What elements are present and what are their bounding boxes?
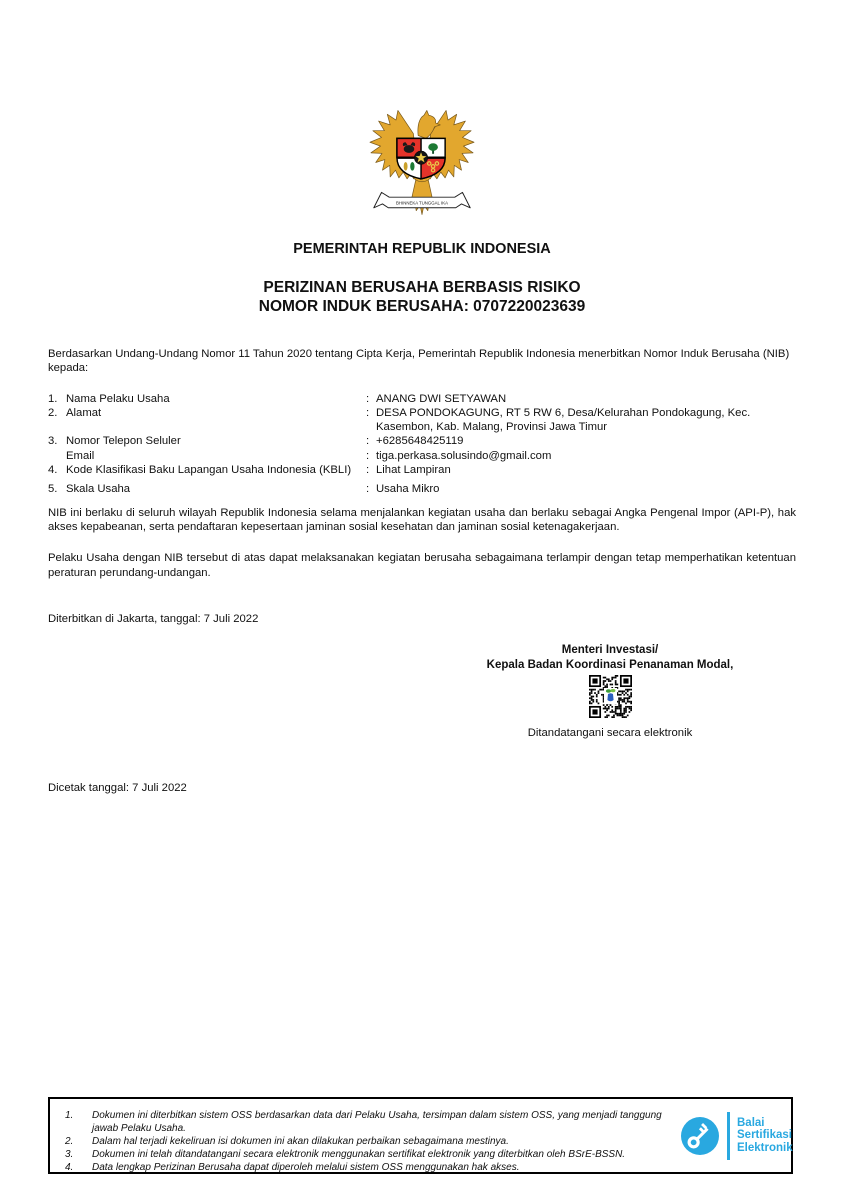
bse-logo-text	[737, 1117, 793, 1155]
signature-block	[430, 643, 790, 740]
key-icon	[680, 1116, 720, 1156]
footer-note	[60, 1161, 680, 1174]
field-colon	[366, 449, 376, 463]
footer-note-text: Dokumen ini diterbitkan sistem OSS berdasarkan data dari Pelaku Usaha, tersimpan dalam sistem OSS, yang menjadi tanggung jawab Pelaku Usaha.	[92, 1110, 662, 1134]
fields-table	[48, 392, 796, 497]
field-colon	[366, 463, 376, 477]
footer-note	[60, 1135, 680, 1148]
validity-paragraph: NIB ini berlaku di seluruh wilayah Republik Indonesia selama menjalankan kegiatan usaha dan berlaku sebagai Angka Pengenal Impor (API-P), hak akses kepabeanan, serta pendaftaran kepesertaan jaminan sosial kesehatan dan jaminan sosial ketenagakerjaan.	[48, 506, 796, 533]
field-number	[48, 449, 66, 463]
garuda-emblem	[369, 106, 475, 218]
footer-note-number: 4.	[65, 1162, 74, 1173]
qr-center-logo-icon	[604, 688, 617, 704]
footer-note-number: 2.	[65, 1136, 74, 1147]
field-value: +6285648425119	[376, 435, 464, 448]
field-label: Skala Usaha	[66, 483, 131, 496]
field-row-nama	[48, 392, 796, 406]
footer-note-text: Data lengkap Perizinan Berusaha dapat diperoleh melalui sistem OSS menggunakan hak akses.	[92, 1162, 520, 1173]
footer-notes	[50, 1099, 680, 1174]
field-row-kbli	[48, 463, 796, 477]
footer-box	[48, 1097, 793, 1174]
field-value: ANANG DWI SETYAWAN	[376, 392, 507, 405]
emblem-motto: BHINNEKA TUNGGAL IKA	[396, 200, 448, 206]
bse-logo-line1: Balai	[737, 1116, 765, 1129]
garuda-pancasila-icon	[369, 106, 475, 218]
footer-note	[60, 1148, 680, 1161]
field-number: 1.	[48, 392, 58, 405]
bse-logo-line2: Sertifikasi	[737, 1129, 792, 1142]
government-title: PEMERINTAH REPUBLIK INDONESIA	[293, 241, 551, 257]
document-title	[48, 278, 796, 316]
field-value: tiga.perkasa.solusindo@gmail.com	[376, 449, 552, 462]
field-colon	[366, 477, 376, 496]
footer-note-text: Dokumen ini telah ditandatangani secara elektronik menggunakan sertifikat elektronik yang diterbitkan oleh BSrE-BSSN.	[92, 1149, 626, 1160]
footer-note-text: Dalam hal terjadi kekeliruan isi dokumen ini akan dilakukan perbaikan sebagaimana mestinya.	[92, 1136, 509, 1147]
field-value: Lihat Lampiran	[376, 464, 451, 477]
field-number: 4.	[48, 464, 58, 477]
field-value: Usaha Mikro	[376, 483, 440, 496]
bse-logo-line3: Elektronik	[737, 1141, 793, 1154]
intro-paragraph: Berdasarkan Undang-Undang Nomor 11 Tahun 2020 tentang Cipta Kerja, Pemerintah Republik Indonesia menerbitkan Nomor Induk Berusaha (NIB) kepada:	[48, 348, 790, 375]
closing-paragraph: Pelaku Usaha dengan NIB tersebut di atas dapat melaksanakan kegiatan berusaha sebagaimana terlampir dengan tetap memperhatikan ketentuan peraturan perundang-undangan.	[48, 552, 796, 579]
bse-logo-divider	[727, 1112, 730, 1160]
field-label: Alamat	[66, 406, 102, 419]
field-label: Email	[66, 449, 95, 462]
bse-logo	[680, 1112, 805, 1160]
field-value: DESA PONDOKAGUNG, RT 5 RW 6, Desa/Kelurahan Pondokagung, Kec. Kasembon, Kab. Malang, Provinsi Jawa Timur	[376, 406, 751, 434]
field-number: 3.	[48, 435, 58, 448]
document-title-line: PERIZINAN BERUSAHA BERBASIS RISIKO	[263, 279, 581, 296]
field-label: Nama Pelaku Usaha	[66, 392, 170, 405]
footer-note	[60, 1109, 680, 1135]
qr-code	[589, 675, 632, 718]
printed-line: Dicetak tanggal: 7 Juli 2022	[48, 782, 187, 795]
footer-note-number: 1.	[65, 1110, 74, 1121]
field-label: Kode Klasifikasi Baku Lapangan Usaha Indonesia (KBLI)	[66, 464, 352, 477]
field-colon	[366, 406, 376, 435]
field-label: Nomor Telepon Seluler	[66, 435, 181, 448]
field-row-alamat	[48, 406, 796, 435]
field-colon	[366, 434, 376, 448]
field-row-email	[48, 449, 796, 463]
field-number: 2.	[48, 406, 58, 419]
field-colon	[366, 392, 376, 406]
signatory-title-line1: Menteri Investasi/	[561, 644, 659, 657]
footer-note-number: 3.	[65, 1149, 74, 1160]
field-row-telepon	[48, 434, 796, 448]
signatory-title-line2: Kepala Badan Koordinasi Penanaman Modal,	[486, 658, 734, 671]
electronic-signature-note: Ditandatangani secara elektronik	[527, 727, 693, 740]
nib-number-line: NOMOR INDUK BERUSAHA: 0707220023639	[258, 298, 586, 315]
issued-line: Diterbitkan di Jakarta, tanggal: 7 Juli 2022	[48, 612, 259, 625]
field-number: 5.	[48, 483, 58, 496]
field-row-skala	[48, 477, 796, 496]
